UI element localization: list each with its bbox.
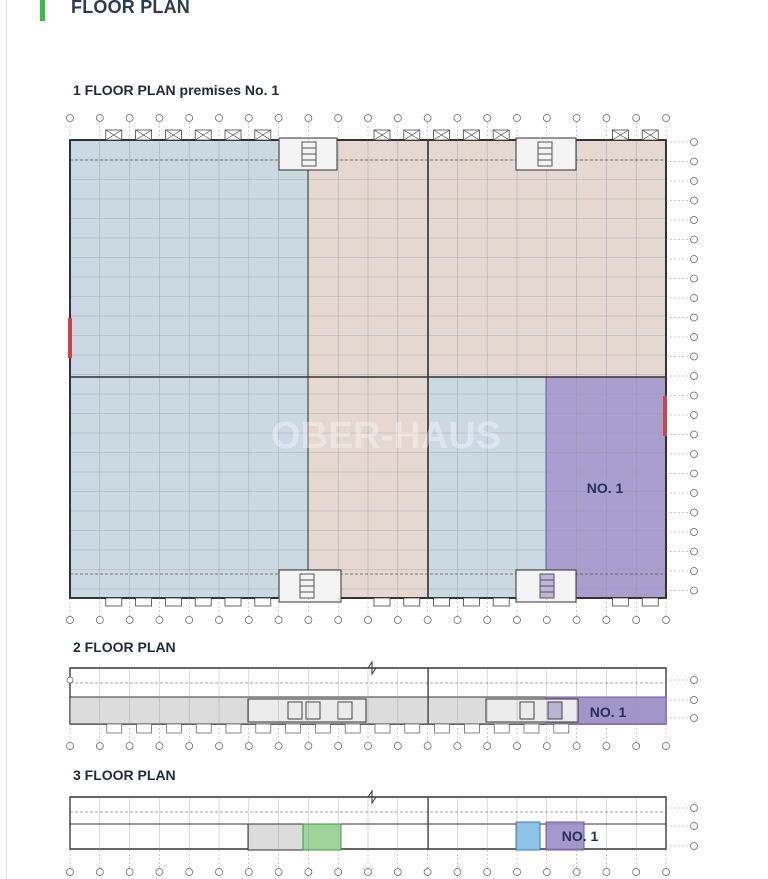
premises-no1-label: NO. 1 [586, 480, 624, 496]
floor-3-blue-zone [516, 822, 540, 850]
page-title: FLOOR PLAN [71, 0, 190, 17]
floor-3-plan [67, 791, 698, 876]
floor-3-gray-zone [248, 824, 303, 850]
floor-2-grid [70, 668, 666, 733]
floor-3-premises-no1-label: NO. 1 [561, 828, 599, 844]
floor-3-green-zone [303, 824, 341, 850]
floor-2-plan [67, 662, 698, 750]
floor-2-premises-no1-label: NO. 1 [589, 704, 627, 720]
stair-core-top-left [279, 138, 337, 170]
stair-core-bottom-left [279, 570, 341, 602]
floor-1-heading: 1 FLOOR PLAN premises No. 1 [73, 82, 280, 98]
floor-3-heading: 3 FLOOR PLAN [73, 767, 176, 783]
floor-2-heading: 2 FLOOR PLAN [73, 639, 176, 655]
floor-1-grid [70, 140, 666, 598]
stair-core-top-right [516, 138, 576, 170]
watermark: OBER-HAUS [270, 415, 502, 457]
floor-2-stair-core-right [486, 699, 578, 722]
floor-1-plan [67, 115, 698, 624]
stair-core-bottom-right [516, 570, 576, 602]
floor-2-stair-core-left [248, 699, 366, 722]
